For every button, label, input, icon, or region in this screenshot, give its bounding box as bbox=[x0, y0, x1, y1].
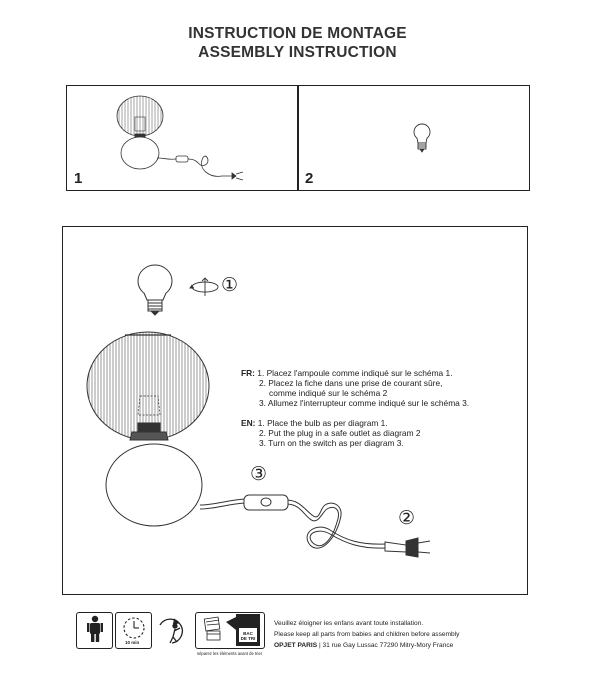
sort-caption: séparez les éléments avant de trier bbox=[197, 651, 263, 656]
fr-line-3: comme indiqué sur le schéma 2 bbox=[269, 388, 388, 398]
lightbulb-icon bbox=[138, 265, 172, 315]
en-line-2: 2. Put the plug in a safe outlet as diagram 2 bbox=[259, 428, 421, 438]
lamp-shade-illustration bbox=[87, 330, 209, 442]
fr-line-1: 1. Placez l'ampoule comme indiqué sur le schéma 1. bbox=[257, 368, 453, 378]
title-french: INSTRUCTION DE MONTAGE bbox=[188, 25, 407, 42]
footer-warning-en: Please keep all parts from babies and children before assembly bbox=[274, 631, 460, 638]
adult-assembly-badge bbox=[76, 612, 113, 649]
en-label: EN: bbox=[241, 418, 256, 428]
company-address: | 31 rue Gay Lussac 77290 Mitry-Mory France bbox=[317, 642, 454, 649]
fr-line-4: 3. Allumez l'interrupteur comme indiqué sur le schéma 3. bbox=[259, 398, 470, 408]
rotate-arrow-icon bbox=[190, 278, 218, 296]
fr-label: FR: bbox=[241, 368, 255, 378]
en-line-3: 3. Turn on the switch as per diagram 3. bbox=[259, 438, 404, 448]
callout-step-3: ③ bbox=[250, 464, 268, 485]
step1-number: 1 bbox=[74, 170, 83, 187]
lamp-base-illustration bbox=[106, 444, 202, 526]
small-lamp-illustration bbox=[117, 96, 243, 180]
title-english: ASSEMBLY INSTRUCTION bbox=[198, 44, 397, 61]
recycling-person-icon bbox=[160, 619, 182, 643]
fr-line-2: 2. Placez la fiche dans une prise de courant sûre, bbox=[259, 378, 443, 388]
callout-step-1: ① bbox=[221, 275, 239, 296]
bulb-icon-step2 bbox=[414, 124, 430, 152]
footer-company-address bbox=[274, 642, 453, 649]
bin-label: BAC DE TRI bbox=[240, 631, 256, 641]
assembly-time-label: 10 min bbox=[125, 640, 140, 645]
en-line-1: 1. Place the bulb as per diagram 1. bbox=[257, 418, 388, 428]
instructions-fr bbox=[241, 368, 469, 408]
callout-step-2: ② bbox=[398, 508, 416, 529]
step2-number: 2 bbox=[305, 170, 314, 187]
switch-icon bbox=[244, 495, 288, 510]
company-name: OPJET PARIS bbox=[274, 642, 318, 649]
instructions-en bbox=[241, 418, 421, 448]
footer-warning-fr: Veuillez éloigner les enfans avant toute installation. bbox=[274, 620, 424, 627]
plug-icon bbox=[385, 538, 430, 557]
cable-illustration bbox=[200, 499, 385, 548]
